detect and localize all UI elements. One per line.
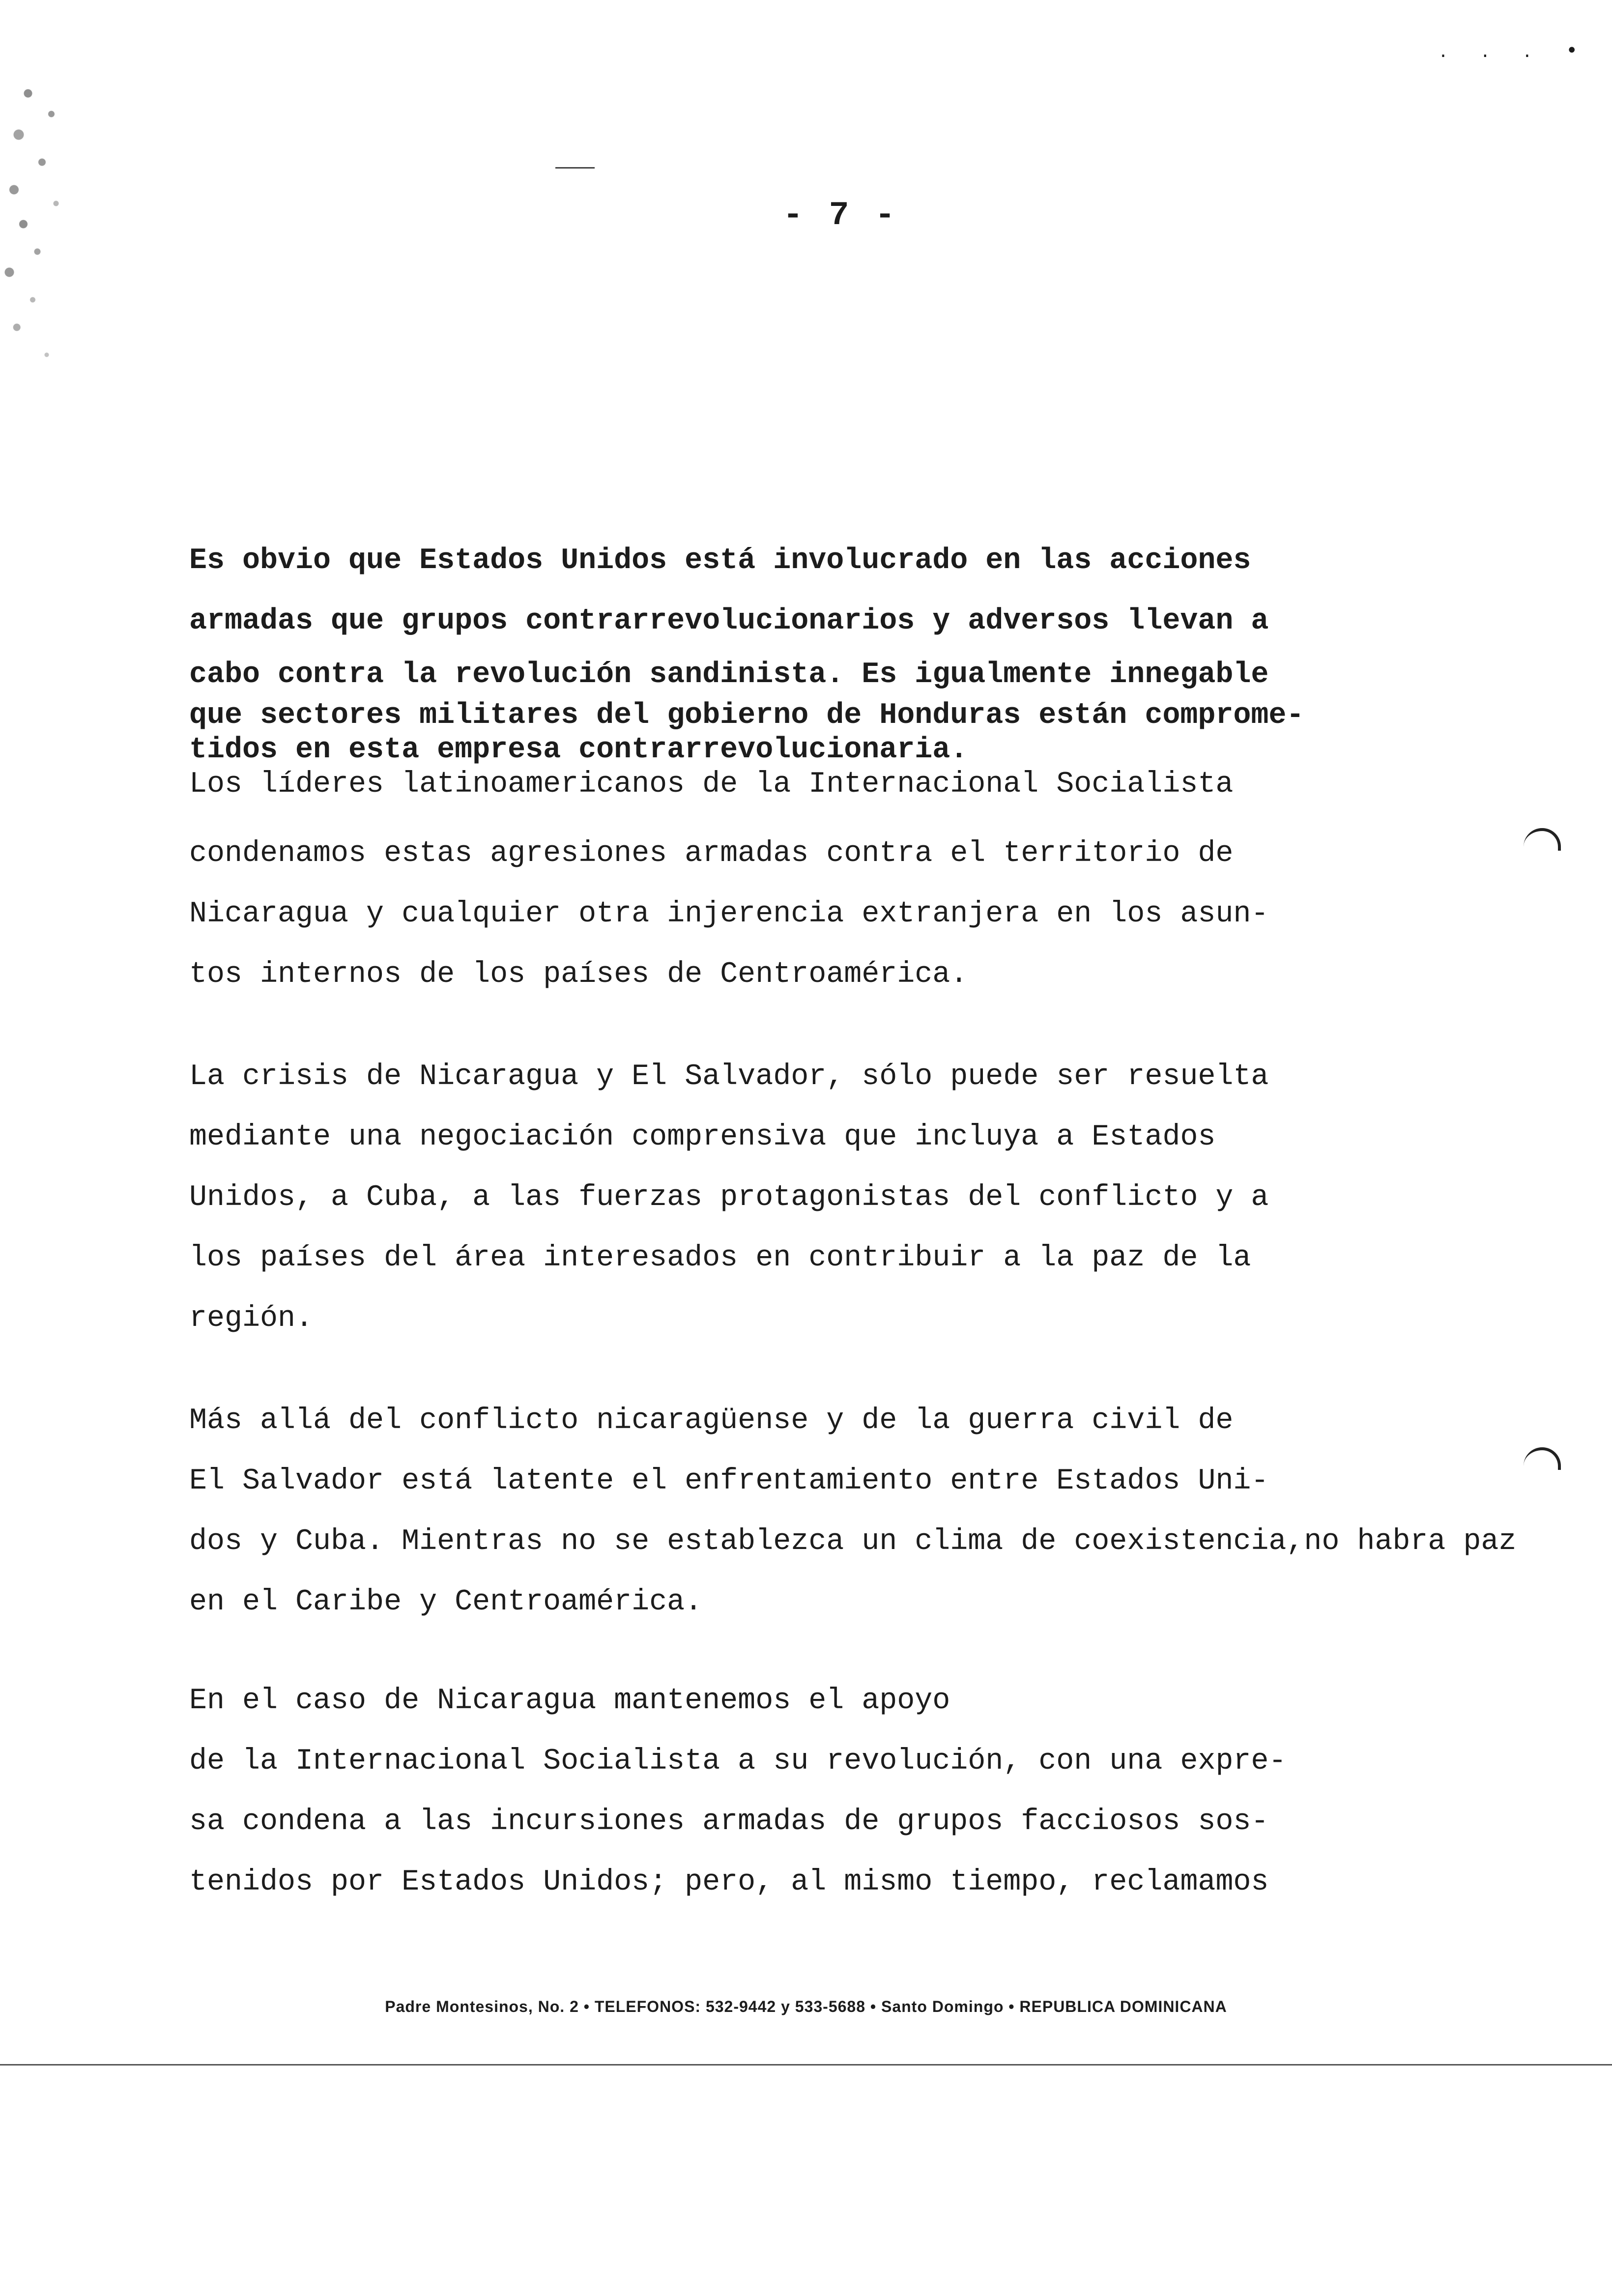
paragraph-line: dos y Cuba. Mientras no se establezca un clima de coexistencia,no habra paz: [189, 1525, 1517, 1558]
page-number: - 7 -: [782, 197, 898, 234]
paragraph-line: tos internos de los países de Centroamérica.: [189, 958, 968, 991]
paragraph-line: tidos en esta empresa contrarrevolucionaria.: [189, 733, 968, 767]
paragraph-line: que sectores militares del gobierno de Honduras están comprome-: [189, 699, 1304, 732]
paragraph-line: En el caso de Nicaragua mantenemos el apoyo: [189, 1684, 950, 1718]
paragraph-line: mediante una negociación comprensiva que incluya a Estados: [189, 1120, 1216, 1154]
paragraph-line: los países del área interesados en contribuir a la paz de la: [189, 1241, 1251, 1275]
paragraph-3: [189, 1391, 1516, 1633]
paragraph-line: Nicaragua y cualquier otra injerencia extranjera en los asun-: [189, 897, 1269, 931]
top-dash: [555, 167, 595, 169]
margin-mark: [1524, 1447, 1561, 1470]
paragraph-line: La crisis de Nicaragua y El Salvador, sólo puede ser resuelta: [189, 1060, 1269, 1093]
paragraph-line: El Salvador está latente el enfrentamiento entre Estados Uni-: [189, 1464, 1269, 1498]
margin-mark: [1524, 828, 1561, 851]
paragraph-1: [189, 531, 1516, 1005]
paragraph-line: tenidos por Estados Unidos; pero, al mismo tiempo, reclamamos: [189, 1866, 1269, 1899]
paragraph-line: condenamos estas agresiones armadas contra el territorio de: [189, 837, 1234, 870]
paragraph-line: armadas que grupos contrarrevolucionarios y adversos llevan a: [189, 604, 1269, 638]
scan-noise: [0, 59, 93, 403]
paragraph-line: Los líderes latinoamericanos de la Internacional Socialista: [189, 768, 1234, 801]
paragraph-line: Unidos, a Cuba, a las fuerzas protagonistas del conflicto y a: [189, 1181, 1269, 1214]
footer-rule: [0, 2064, 1612, 2066]
paragraph-line: cabo contra la revolución sandinista. Es igualmente innegable: [189, 658, 1269, 691]
letterhead-footer: Padre Montesinos, No. 2 • TELEFONOS: 532-9442 y 533-5688 • Santo Domingo • REPUBLICA DOMINICANA: [385, 1998, 1227, 2015]
paragraph-4: [189, 1671, 1516, 1913]
paragraph-line: de la Internacional Socialista a su revolución, con una expre-: [189, 1745, 1287, 1778]
paragraph-line: en el Caribe y Centroamérica.: [189, 1585, 703, 1619]
paragraph-line: sa condena a las incursiones armadas de grupos facciosos sos-: [189, 1805, 1269, 1838]
paragraph-line: región.: [189, 1302, 314, 1335]
paragraph-line: Es obvio que Estados Unidos está involucrado en las acciones: [189, 544, 1251, 577]
corner-marks: . . . •: [1440, 39, 1592, 62]
paragraph-2: [189, 1047, 1516, 1349]
paragraph-line: Más allá del conflicto nicaragüense y de la guerra civil de: [189, 1404, 1234, 1437]
